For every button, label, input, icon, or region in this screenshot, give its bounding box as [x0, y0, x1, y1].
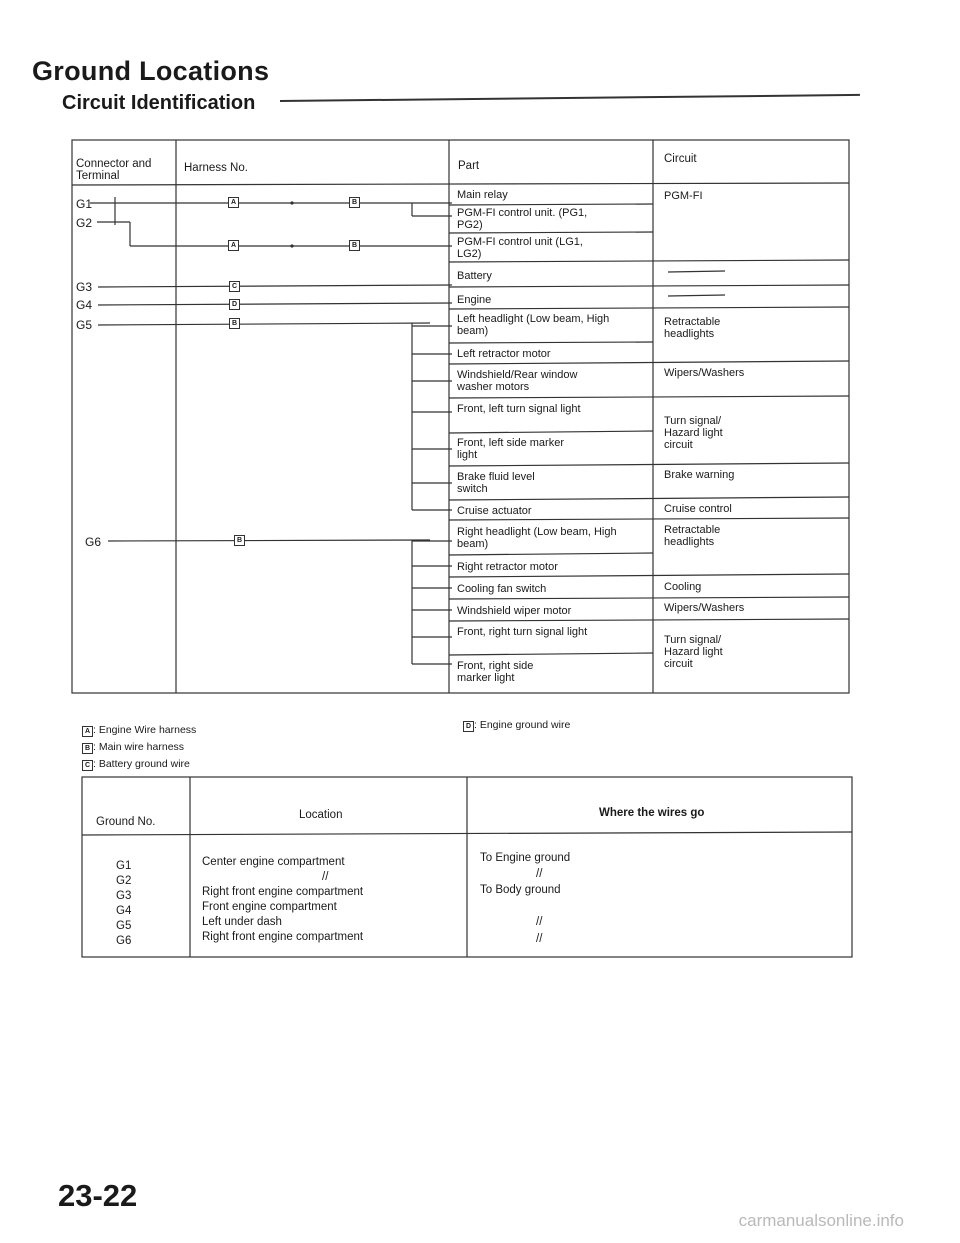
ground-label-g5: G5 — [76, 318, 93, 332]
circuit-cell: Turn signal/ Hazard light circuit — [664, 634, 723, 670]
where-cell: To Body ground — [480, 884, 561, 896]
part-cell: Windshield/Rear window washer motors — [457, 369, 578, 393]
part-cell: Front, right side marker light — [457, 660, 534, 684]
circuit-cell: Turn signal/ Hazard light circuit — [664, 415, 723, 451]
part-cell: PGM-FI control unit. (PG1, PG2) — [457, 207, 588, 231]
harness-marker: B — [234, 535, 245, 546]
where-cell: // — [536, 933, 543, 945]
part-cell: Front, left turn signal light — [457, 403, 581, 415]
location-cell: Center engine compartment — [202, 856, 345, 868]
ground-label-g4: G4 — [76, 298, 93, 312]
part-cell: PGM-FI control unit (LG1, LG2) — [457, 236, 583, 260]
part-cell: Engine — [457, 294, 492, 306]
part-cell: Right retractor motor — [457, 561, 558, 573]
legend-battery-ground-wire — [82, 757, 190, 772]
circuit-cell: PGM-FI — [664, 190, 703, 202]
harness-marker: B — [349, 197, 360, 208]
harness-marker: B — [349, 240, 360, 251]
part-cell: Front, right turn signal light — [457, 626, 588, 638]
legend-text: : Engine Wire harness — [93, 724, 197, 736]
ground-no-cell: G1 — [116, 860, 132, 872]
circuit-cell: Wipers/Washers — [664, 602, 745, 614]
circuit-cell: Retractable headlights — [664, 316, 721, 340]
legend-key-b: B — [82, 743, 93, 754]
location-cell: Front engine compartment — [202, 901, 337, 913]
location-cell: Left under dash — [202, 916, 282, 928]
ground-no-cell: G5 — [116, 920, 132, 932]
where-cell: To Engine ground — [480, 852, 571, 864]
header-part: Part — [458, 160, 480, 172]
ground-no-list — [116, 859, 131, 949]
part-cell: Left retractor motor — [457, 348, 551, 360]
part-cell: Windshield wiper motor — [457, 605, 572, 617]
part-cell: Brake fluid level switch — [457, 471, 535, 495]
header-harness-no: Harness No. — [184, 162, 248, 174]
location-cell: // — [322, 871, 329, 883]
where-cell: // — [536, 868, 543, 880]
harness-marker: A — [228, 240, 239, 251]
ground-label-g2: G2 — [76, 216, 93, 230]
part-cell: Battery — [457, 270, 492, 282]
part-cell: Left headlight (Low beam, High beam) — [457, 313, 610, 337]
legend-engine-wire-harness — [82, 723, 196, 738]
harness-marker: D — [229, 299, 240, 310]
page-subtitle: Circuit Identification — [62, 92, 256, 114]
part-cell: Main relay — [457, 189, 508, 201]
ground-no-cell: G6 — [116, 935, 132, 947]
ground-label-g3: G3 — [76, 280, 93, 294]
header-location: Location — [299, 809, 343, 821]
ground-label-g6: G6 — [85, 535, 102, 549]
legend-key-c: C — [82, 760, 93, 771]
legend-engine-ground-wire — [463, 718, 570, 733]
location-list — [202, 855, 363, 945]
page-number: 23-22 — [58, 1178, 138, 1213]
ground-no-cell: G4 — [116, 905, 132, 917]
harness-marker: B — [229, 318, 240, 329]
legend-key-a: A — [82, 726, 93, 737]
header-ground-no: Ground No. — [96, 816, 156, 828]
circuit-cell: Wipers/Washers — [664, 367, 745, 379]
legend-main-wire-harness — [82, 740, 184, 755]
part-cell: Front, left side marker light — [457, 437, 564, 461]
header-circuit: Circuit — [664, 153, 697, 165]
part-cell: Cooling fan switch — [457, 583, 547, 595]
part-cell: Cruise actuator — [457, 505, 532, 517]
where-cell: // — [536, 916, 543, 928]
ground-no-cell: G2 — [116, 875, 132, 887]
site-watermark: carmanualsonline.info — [738, 1211, 904, 1230]
ground-no-cell: G3 — [116, 890, 132, 902]
part-cell: Right headlight (Low beam, High beam) — [457, 526, 617, 550]
legend-text: : Engine ground wire — [474, 719, 571, 731]
legend-text: : Battery ground wire — [93, 758, 190, 770]
legend-key-d: D — [463, 721, 474, 732]
location-cell: Right front engine compartment — [202, 931, 364, 943]
header-where-wires-go: Where the wires go — [599, 807, 705, 819]
location-cell: Right front engine compartment — [202, 886, 364, 898]
circuit-cell: Cooling — [664, 581, 702, 593]
circuit-cell: Cruise control — [664, 503, 732, 515]
legend-text: : Main wire harness — [93, 741, 185, 753]
page-title: Ground Locations — [32, 56, 270, 86]
header-connector-terminal: Connector and Terminal — [76, 158, 152, 182]
ground-label-g1: G1 — [76, 197, 93, 211]
circuit-cell: Retractable headlights — [664, 524, 721, 548]
circuit-cell: Brake warning — [664, 469, 735, 481]
harness-marker: C — [229, 281, 240, 292]
harness-marker: A — [228, 197, 239, 208]
